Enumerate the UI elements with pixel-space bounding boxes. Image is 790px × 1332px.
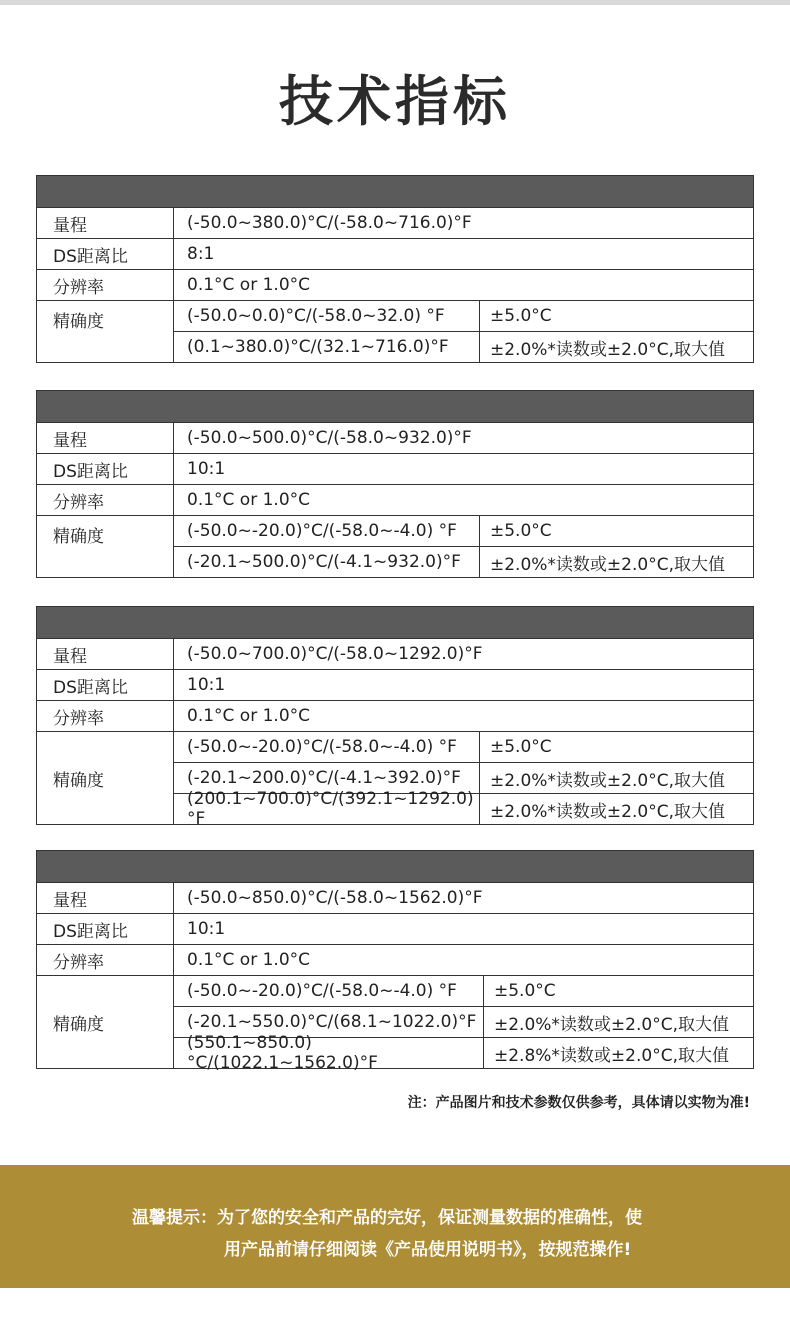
range-row — [37, 423, 753, 454]
accuracy-range: (-50.0~-20.0)°C/(-58.0~-4.0) °F — [174, 732, 480, 762]
accuracy-tolerance: ±2.8%*读数或±2.0°C,取大值 — [494, 1045, 729, 1066]
accuracy-range: (-20.1~200.0)°C/(-4.1~392.0)°F — [174, 763, 480, 793]
spec-table-header — [37, 851, 753, 883]
ds-row — [37, 914, 753, 945]
accuracy-tolerance: ±2.0%*读数或±2.0°C,取大值 — [490, 801, 725, 822]
range-row — [37, 639, 753, 670]
ds-value: 10:1 — [187, 459, 226, 479]
accuracy-range: (-20.1~500.0)°C/(-4.1~932.0)°F — [174, 547, 480, 577]
reminder-line-1: 温馨提示：为了您的安全和产品的完好，保证测量数据的准确性，使 — [132, 1208, 642, 1228]
spec-table-3 — [36, 606, 754, 829]
accuracy-tolerance: ±5.0°C — [490, 521, 552, 541]
spec-table-header — [37, 607, 753, 639]
accuracy-group — [37, 732, 753, 829]
disclaimer-note: 注：产品图片和技术参数仅供参考，具体请以实物为准! — [407, 1095, 750, 1111]
accuracy-row — [174, 301, 753, 332]
range-label: 量程 — [37, 208, 174, 238]
accuracy-range: (550.1~850.0)°C/(1022.1~1562.0)°F — [174, 1038, 484, 1068]
top-divider — [0, 0, 790, 5]
accuracy-row — [174, 332, 753, 362]
accuracy-label: 精确度 — [37, 301, 174, 362]
range-value: (-50.0~500.0)°C/(-58.0~932.0)°F — [187, 428, 472, 448]
spec-table-header — [37, 391, 753, 423]
ds-label: DS距离比 — [37, 914, 174, 944]
accuracy-range: (-50.0~0.0)°C/(-58.0~32.0) °F — [174, 301, 480, 331]
accuracy-label: 精确度 — [37, 976, 174, 1068]
ds-value: 8:1 — [187, 244, 215, 264]
ds-label: DS距离比 — [37, 670, 174, 700]
accuracy-tolerance: ±2.0%*读数或±2.0°C,取大值 — [490, 339, 725, 360]
resolution-label: 分辨率 — [37, 270, 174, 300]
accuracy-tolerance: ±5.0°C — [490, 306, 552, 326]
accuracy-row — [174, 732, 753, 763]
accuracy-tolerance: ±5.0°C — [490, 737, 552, 757]
accuracy-range: (-50.0~-20.0)°C/(-58.0~-4.0) °F — [174, 516, 480, 546]
accuracy-tolerance: ±5.0°C — [494, 981, 556, 1001]
page-title: 技术指标 — [279, 70, 511, 133]
ds-value: 10:1 — [187, 919, 226, 939]
spec-table-1 — [36, 175, 754, 363]
resolution-value: 0.1°C or 1.0°C — [187, 706, 311, 726]
ds-row — [37, 670, 753, 701]
resolution-value: 0.1°C or 1.0°C — [187, 950, 311, 970]
accuracy-row — [174, 1033, 753, 1073]
accuracy-row — [174, 547, 753, 577]
accuracy-tolerance: ±2.0%*读数或±2.0°C,取大值 — [494, 1014, 729, 1035]
ds-label: DS距离比 — [37, 454, 174, 484]
accuracy-tolerance: ±2.0%*读数或±2.0°C,取大值 — [490, 770, 725, 791]
spec-table-4 — [36, 850, 754, 1073]
resolution-value: 0.1°C or 1.0°C — [187, 275, 311, 295]
resolution-value: 0.1°C or 1.0°C — [187, 490, 311, 510]
accuracy-row — [174, 516, 753, 547]
range-label: 量程 — [37, 883, 174, 913]
ds-row — [37, 239, 753, 270]
accuracy-range: (0.1~380.0)°C/(32.1~716.0)°F — [174, 332, 480, 362]
accuracy-row — [174, 789, 753, 829]
resolution-row — [37, 945, 753, 976]
range-row — [37, 883, 753, 914]
accuracy-group — [37, 516, 753, 577]
range-label: 量程 — [37, 639, 174, 669]
range-row — [37, 208, 753, 239]
resolution-row — [37, 701, 753, 732]
reminder-banner — [0, 1165, 790, 1288]
range-label: 量程 — [37, 423, 174, 453]
accuracy-range: (200.1~700.0)°C/(392.1~1292.0)°F — [174, 794, 480, 824]
spec-table-2 — [36, 390, 754, 578]
accuracy-range: (-50.0~-20.0)°C/(-58.0~-4.0) °F — [174, 976, 484, 1006]
resolution-row — [37, 270, 753, 301]
spec-table-header — [37, 176, 753, 208]
range-value: (-50.0~380.0)°C/(-58.0~716.0)°F — [187, 213, 472, 233]
reminder-line-2: 用产品前请仔细阅读《产品使用说明书》，按规范操作! — [224, 1240, 632, 1260]
accuracy-label: 精确度 — [37, 732, 174, 824]
resolution-row — [37, 485, 753, 516]
accuracy-group — [37, 976, 753, 1073]
accuracy-tolerance: ±2.0%*读数或±2.0°C,取大值 — [490, 554, 725, 575]
resolution-label: 分辨率 — [37, 945, 174, 975]
ds-value: 10:1 — [187, 675, 226, 695]
resolution-label: 分辨率 — [37, 701, 174, 731]
accuracy-label: 精确度 — [37, 516, 174, 577]
accuracy-group — [37, 301, 753, 362]
range-value: (-50.0~700.0)°C/(-58.0~1292.0)°F — [187, 644, 483, 664]
resolution-label: 分辨率 — [37, 485, 174, 515]
ds-label: DS距离比 — [37, 239, 174, 269]
ds-row — [37, 454, 753, 485]
range-value: (-50.0~850.0)°C/(-58.0~1562.0)°F — [187, 888, 483, 908]
accuracy-row — [174, 976, 753, 1007]
accuracy-range: (-20.1~550.0)°C/(68.1~1022.0)°F — [174, 1007, 484, 1037]
